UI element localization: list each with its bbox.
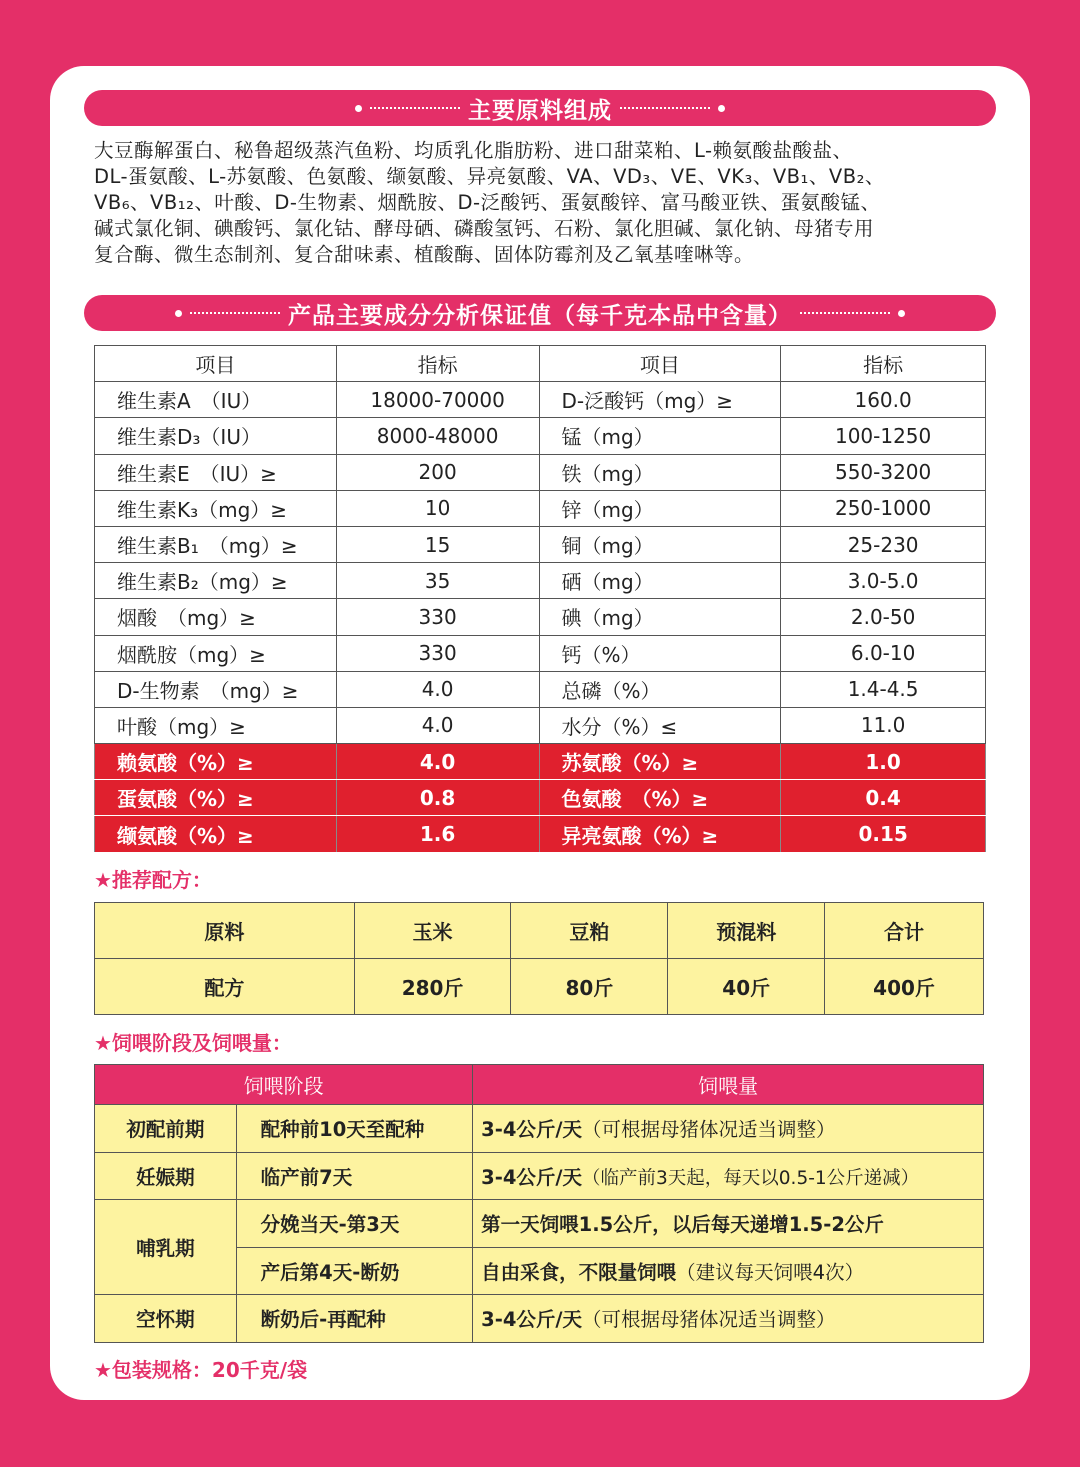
amino-acid-row: [95, 816, 986, 852]
analysis-value: 550-3200: [781, 454, 986, 490]
formula-cell: 80斤: [511, 959, 668, 1015]
analysis-item: 维生素D₃（IU）: [95, 418, 337, 454]
analysis-item: 苏氨酸（%）≥: [539, 744, 781, 780]
analysis-value: 3.0-5.0: [781, 563, 986, 599]
feeding-note: （临产前3天起，每天以0.5-1公斤递减）: [582, 1167, 920, 1189]
analysis-value: 160.0: [781, 382, 986, 418]
ingredients-banner: [84, 90, 996, 126]
formula-row: [95, 959, 984, 1015]
analysis-item: 碘（mg）: [539, 599, 781, 635]
analysis-row: [95, 526, 986, 562]
analysis-item: 水分（%）≤: [539, 707, 781, 743]
analysis-item: 色氨酸 （%）≥: [539, 780, 781, 816]
analysis-item: D-生物素 （mg）≥: [95, 671, 337, 707]
analysis-value: 10: [336, 490, 539, 526]
analysis-value: 18000-70000: [336, 382, 539, 418]
analysis-value: 15: [336, 526, 539, 562]
ingredients-line: VB₆、VB₁₂、叶酸、D-生物素、烟酰胺、D-泛酸钙、蛋氨酸锌、富马酸亚铁、蛋氨酸锰、: [94, 191, 881, 214]
formula-label: ★推荐配方：: [94, 868, 212, 892]
feeding-amount: 3-4公斤/天: [481, 1308, 583, 1332]
ingredients-list: [94, 138, 994, 268]
analysis-value: 1.4-4.5: [781, 671, 986, 707]
ingredients-line: 复合酶、微生态制剂、复合甜味素、植酸酶、固体防霉剂及乙氧基喹啉等。: [94, 243, 755, 266]
formula-cell: 配方: [95, 959, 355, 1015]
analysis-value: 2.0-50: [781, 599, 986, 635]
analysis-item: 铁（mg）: [539, 454, 781, 490]
analysis-item: 烟酰胺（mg）≥: [95, 635, 337, 671]
analysis-value: 4.0: [336, 707, 539, 743]
feeding-label: ★饲喂阶段及饲喂量：: [94, 1031, 292, 1055]
feeding-stage: 妊娠期: [95, 1152, 237, 1200]
feeding-header-stage: 饲喂阶段: [95, 1065, 473, 1105]
feeding-note: （可根据母猪体况适当调整）: [582, 1118, 836, 1142]
analysis-item: 维生素B₁ （mg）≥: [95, 526, 337, 562]
analysis-value: 8000-48000: [336, 418, 539, 454]
header-item: 项目: [95, 346, 337, 382]
ingredients-line: 碱式氯化铜、碘酸钙、氯化钴、酵母硒、磷酸氢钙、石粉、氯化胆碱、氯化钠、母猪专用: [94, 217, 875, 240]
analysis-item: 硒（mg）: [539, 563, 781, 599]
feeding-period: 配种前10天至配种: [236, 1105, 473, 1153]
feeding-amount: 3-4公斤/天: [481, 1118, 583, 1142]
feeding-stage: 哺乳期: [95, 1200, 237, 1295]
formula-header-cell: 合计: [825, 903, 984, 959]
analysis-item: 缬氨酸（%）≥: [95, 816, 337, 852]
analysis-banner: [84, 295, 996, 331]
feeding-amount: 第一天饲喂1.5公斤，以后每天递增1.5-2公斤: [481, 1213, 884, 1237]
feeding-amount-cell: [473, 1295, 984, 1343]
analysis-row: [95, 418, 986, 454]
ingredients-line: 大豆酶解蛋白、秘鲁超级蒸汽鱼粉、均质乳化脂肪粉、进口甜菜粕、L-赖氨酸盐酸盐、: [94, 139, 853, 162]
analysis-item: 锌（mg）: [539, 490, 781, 526]
analysis-row: [95, 671, 986, 707]
feeding-amount-cell: [473, 1105, 984, 1153]
feeding-amount-cell: [473, 1247, 984, 1295]
analysis-row: [95, 599, 986, 635]
analysis-value: 4.0: [336, 744, 539, 780]
analysis-item: 维生素K₃（mg）≥: [95, 490, 337, 526]
analysis-header-row: [95, 346, 986, 382]
formula-header-cell: 原料: [95, 903, 355, 959]
header-item: 项目: [539, 346, 781, 382]
analysis-item: 铜（mg）: [539, 526, 781, 562]
analysis-value: 330: [336, 635, 539, 671]
analysis-item: 异亮氨酸（%）≥: [539, 816, 781, 852]
analysis-title: 产品主要成分分析保证值（每千克本品中含量）: [288, 302, 792, 329]
feeding-amount-cell: [473, 1200, 984, 1248]
header-value: 指标: [781, 346, 986, 382]
formula-header-cell: 豆粕: [511, 903, 668, 959]
analysis-item: 烟酸 （mg）≥: [95, 599, 337, 635]
analysis-value: 1.0: [781, 744, 986, 780]
analysis-item: 维生素E （IU）≥: [95, 454, 337, 490]
analysis-value: 0.15: [781, 816, 986, 852]
feeding-period: 产后第4天-断奶: [236, 1247, 473, 1295]
feeding-period: 断奶后-再配种: [236, 1295, 473, 1343]
feeding-stage: 空怀期: [95, 1295, 237, 1343]
formula-cell: 40斤: [668, 959, 825, 1015]
feeding-table: [94, 1064, 984, 1343]
packaging-spec: ★包装规格：20千克/袋: [94, 1358, 308, 1382]
analysis-item: D-泛酸钙（mg）≥: [539, 382, 781, 418]
amino-acid-row: [95, 780, 986, 816]
analysis-item: 钙（%）: [539, 635, 781, 671]
formula-header-cell: 预混料: [668, 903, 825, 959]
feeding-amount-cell: [473, 1152, 984, 1200]
analysis-row: [95, 382, 986, 418]
analysis-value: 250-1000: [781, 490, 986, 526]
feeding-period: 临产前7天: [236, 1152, 473, 1200]
analysis-item: 维生素A （IU）: [95, 382, 337, 418]
analysis-value: 25-230: [781, 526, 986, 562]
feeding-row: [95, 1200, 984, 1248]
feeding-note: （建议每天饲喂4次）: [676, 1260, 865, 1284]
analysis-value: 330: [336, 599, 539, 635]
spec-card: [50, 66, 1030, 1400]
analysis-item: 维生素B₂（mg）≥: [95, 563, 337, 599]
analysis-item: 锰（mg）: [539, 418, 781, 454]
feeding-amount: 3-4公斤/天: [481, 1165, 583, 1189]
feeding-note: （可根据母猪体况适当调整）: [582, 1308, 836, 1332]
feeding-stage: 初配前期: [95, 1105, 237, 1153]
analysis-row: [95, 707, 986, 743]
analysis-table: [94, 345, 986, 853]
header-value: 指标: [336, 346, 539, 382]
feeding-amount: 自由采食，不限量饲喂: [481, 1260, 677, 1284]
feeding-header-row: [95, 1065, 984, 1105]
amino-acid-row: [95, 744, 986, 780]
formula-cell: 280斤: [354, 959, 511, 1015]
feeding-row: [95, 1105, 984, 1153]
formula-cell: 400斤: [825, 959, 984, 1015]
formula-header-cell: 玉米: [354, 903, 511, 959]
formula-header-row: [95, 903, 984, 959]
feeding-row: [95, 1295, 984, 1343]
analysis-row: [95, 635, 986, 671]
analysis-value: 0.4: [781, 780, 986, 816]
feeding-header-amount: 饲喂量: [473, 1065, 984, 1105]
analysis-value: 1.6: [336, 816, 539, 852]
analysis-row: [95, 454, 986, 490]
analysis-value: 200: [336, 454, 539, 490]
analysis-value: 4.0: [336, 671, 539, 707]
analysis-value: 100-1250: [781, 418, 986, 454]
ingredients-line: DL-蛋氨酸、L-苏氨酸、色氨酸、缬氨酸、异亮氨酸、VA、VD₃、VE、VK₃、VB₁、VB₂、: [94, 165, 885, 188]
analysis-value: 11.0: [781, 707, 986, 743]
analysis-value: 0.8: [336, 780, 539, 816]
formula-table: [94, 902, 984, 1015]
ingredients-title: 主要原料组成: [468, 97, 612, 124]
analysis-row: [95, 563, 986, 599]
analysis-value: 6.0-10: [781, 635, 986, 671]
feeding-period: 分娩当天-第3天: [236, 1200, 473, 1248]
analysis-item: 叶酸（mg）≥: [95, 707, 337, 743]
analysis-row: [95, 490, 986, 526]
analysis-item: 赖氨酸（%）≥: [95, 744, 337, 780]
analysis-item: 总磷（%）: [539, 671, 781, 707]
analysis-value: 35: [336, 563, 539, 599]
analysis-item: 蛋氨酸（%）≥: [95, 780, 337, 816]
feeding-row: [95, 1152, 984, 1200]
